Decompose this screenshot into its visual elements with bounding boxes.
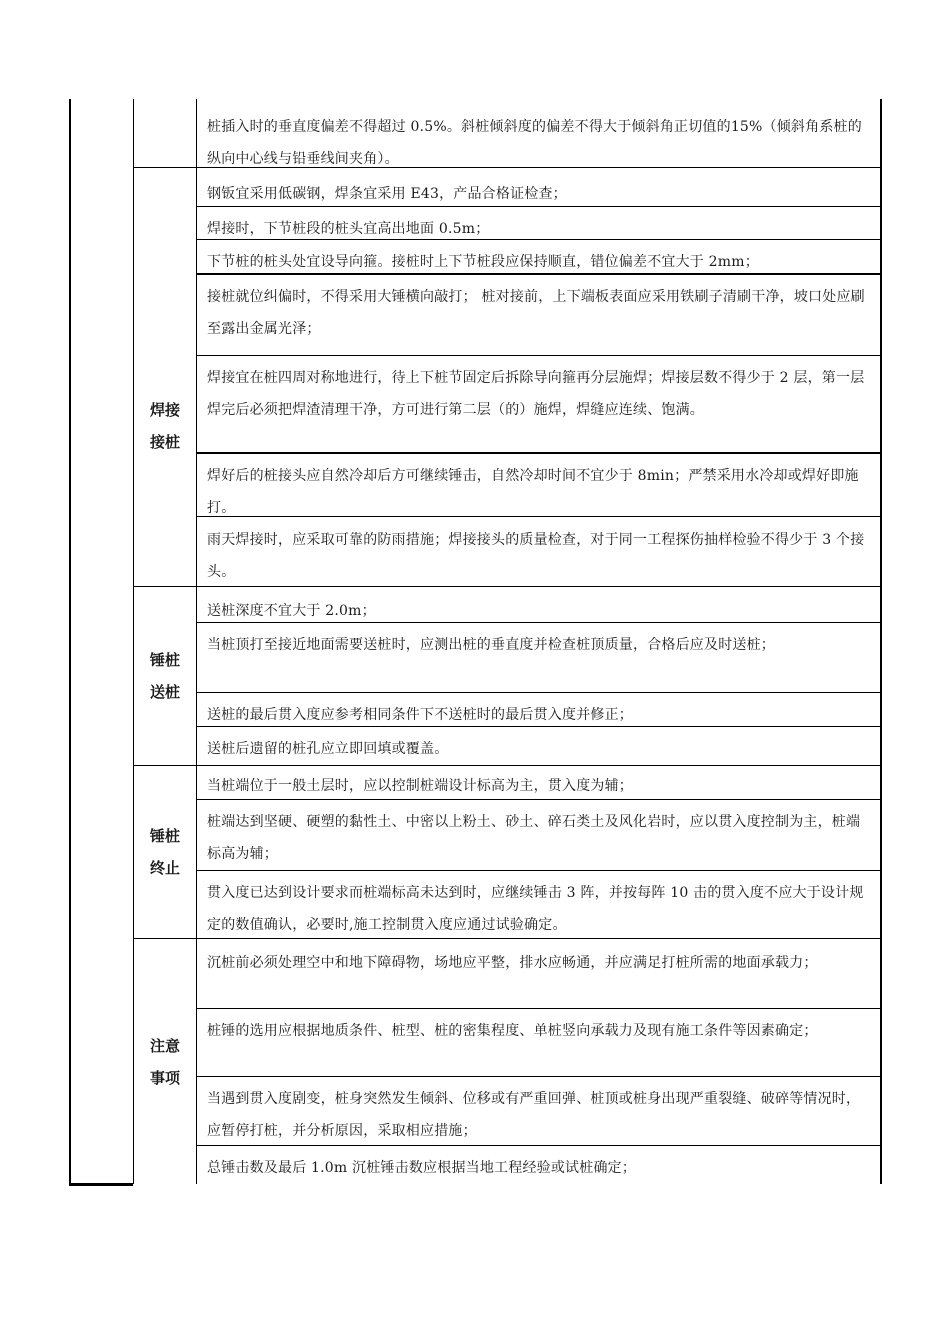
- spec-item: 总锤击数及最后 1.0m 沉桩锤击数应根据当地工程经验或试桩确定；: [207, 1160, 637, 1176]
- spec-item: 接桩就位纠偏时，不得采用大锤横向敲打； 桩对接前，上下端板表面应采用铁刷子清刷干净，坡口处应刷至露出金属光泽；: [207, 289, 865, 337]
- spec-item: 桩端达到坚硬、硬塑的黏性土、中密以上粉土、砂土、碎石类土及风化岩时，应以贯入度控制为主，桩端标高为辅；: [207, 814, 861, 862]
- spec-item: 当桩顶打至接近地面需要送桩时，应测出桩的垂直度并检查桩顶质量，合格后应及时送桩；: [207, 637, 775, 653]
- section-driving: [134, 587, 881, 765]
- spec-item: 钢钣宜采用低碳钢，焊条宜采用 E43，产品合格证检查；: [207, 186, 567, 202]
- section-label-cell: [134, 99, 197, 167]
- spec-item: 焊接宜在桩四周对称地进行，待上下桩节固定后拆除导向箍再分层施焊；焊接层数不得少于 2 层，第一层焊完后必须把焊渣清理干净，方可进行第二层（的）施焊，焊缝应连续、饱满。: [207, 370, 865, 418]
- spec-item: 雨天焊接时，应采取可靠的防雨措施；焊接接头的质量检查，对于同一工程探伤抽样检验不得少于 3 个接头。: [207, 532, 865, 580]
- outer-bottom-border: [69, 1183, 133, 1186]
- section-label: 锤桩终止: [149, 827, 180, 877]
- section-label: 锤桩送桩: [149, 651, 180, 701]
- spec-item: 焊好后的桩接头应自然冷却后方可继续锤击，自然冷却时间不宜少于 8min；严禁采用水冷却或焊好即施打。: [207, 468, 859, 515]
- section-verticality: [134, 99, 881, 167]
- section-notes: [134, 939, 881, 1184]
- spec-item: 下节桩的桩头处宜设导向箍。接桩时上下节桩段应保持顺直，错位偏差不宜大于 2mm；: [207, 254, 759, 270]
- spec-item: 桩插入时的垂直度偏差不得超过 0.5%。斜桩倾斜度的偏差不得大于倾斜角正切值的15%（倾斜角系桩的纵向中心线与铅垂线间夹角）。: [207, 119, 862, 167]
- spec-item: 当遇到贯入度剧变，桩身突然发生倾斜、位移或有严重回弹、桩顶或桩身出现严重裂缝、破碎等情况时，应暂停打桩，并分析原因，采取相应措施；: [207, 1091, 861, 1139]
- section-termination: [134, 766, 881, 938]
- spec-item: 送桩深度不宜大于 2.0m；: [207, 603, 376, 619]
- spec-item: 焊接时，下节桩段的桩头宜高出地面 0.5m；: [207, 221, 490, 237]
- spec-table: [133, 99, 882, 1184]
- spec-item: 送桩的最后贯入度应参考相同条件下不送桩时的最后贯入度并修正；: [207, 707, 633, 723]
- spec-item: 贯入度已达到设计要求而桩端标高未达到时，应继续锤击 3 阵，并按每阵 10 击的贯入度不应大于设计规定的数值确认，必要时,施工控制贯入度应通过试验确定。: [207, 885, 864, 933]
- outer-left-border: [69, 99, 71, 1185]
- section-label: 注意事项: [149, 1036, 180, 1087]
- spec-item: 沉桩前必须处理空中和地下障碍物，场地应平整，排水应畅通，并应满足打桩所需的地面承载力；: [207, 955, 818, 971]
- section-label-cell: [134, 766, 197, 938]
- spec-item: 送桩后遗留的桩孔应立即回填或覆盖。: [207, 741, 449, 757]
- section-label: 焊接接桩: [149, 401, 180, 451]
- spec-item: 当桩端位于一般土层时，应以控制桩端设计标高为主，贯入度为辅；: [207, 778, 633, 794]
- section-label-cell: [134, 587, 197, 765]
- spec-item: 桩锤的选用应根据地质条件、桩型、桩的密集程度、单桩竖向承载力及现有施工条件等因素确定；: [207, 1023, 818, 1039]
- section-label-cell: [134, 939, 197, 1184]
- row-divider: [197, 516, 881, 517]
